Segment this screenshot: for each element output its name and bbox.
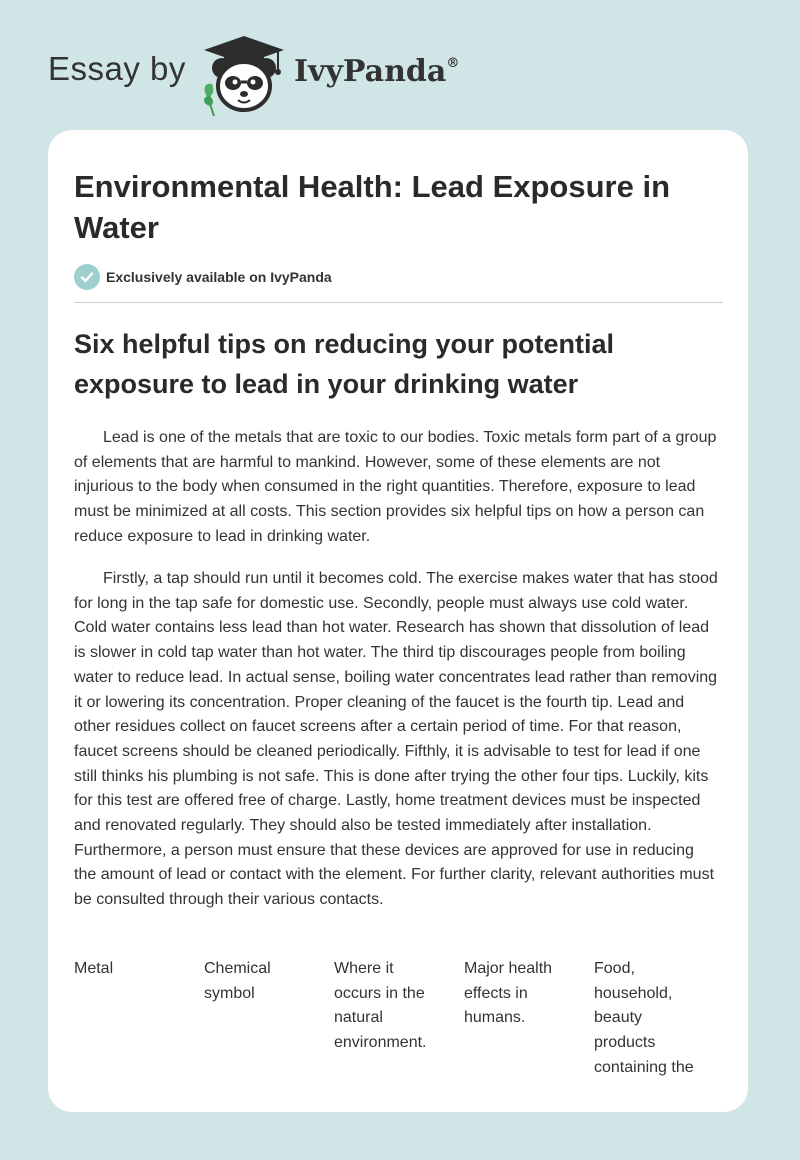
essay-by-label: Essay by [48, 50, 186, 87]
panda-logo-icon[interactable] [200, 34, 290, 118]
site-header [48, 28, 648, 118]
checkmark-icon [74, 264, 100, 290]
paragraph: Lead is one of the metals that are toxic to our bodies. Toxic metals form part of a group of elements that are harmful to mankind. However, some of these elements are not injurious to the body when consumed in the right quantities. Therefore, exposure to lead must be minimized at all costs. This section provides six helpful tips on how a person can reduce exposure to lead in drinking water. [74, 429, 717, 545]
exclusive-badge-label: Exclusively available on IvyPanda [106, 269, 332, 285]
table-header-cell: Major health effects in humans. [464, 960, 553, 1027]
table-header-cell: Where it occurs in the natural environment. [334, 960, 427, 1052]
table-header-cell: Chemical symbol [204, 960, 271, 1002]
exclusive-badge [74, 264, 332, 290]
paragraph: Firstly, a tap should run until it becomes cold. The exercise makes water that has stood for long in the tap safe for domestic use. Secondly, people must always use cold water. Cold water contains less lead than hot water. Research has shown that dissolution of lead is slower in cold tap water than hot water. The third tip discourages people from boiling water to reduce lead. In actual sense, boiling water concentrates lead rather than removing it or lowering its concentration. Proper cleaning of the faucet is the fourth tip. Lead and other residues collect on faucet screens after a certain period of time. For that reason, faucet screens should be cleaned periodically. Fifthly, it is advisable to test for lead if one still thinks his plumbing is not safe. This is done after trying the other four tips. Luckily, kits for this test are offered free of charge. Lastly, home treatment devices must be inspected and renovated regularly. They should also be tested immediately after installation. Furthermore, a person must ensure that these devices are approved for use in reducing the amount of lead or contact with the element. For further clarity, relevant authorities must be consulted through their various contacts. [74, 570, 718, 909]
table-header-cell: Food, household, beauty products containing the [594, 960, 694, 1076]
metals-table-header [74, 957, 724, 1081]
section-heading: Six helpful tips on reducing your potential exposure to lead in your drinking water [74, 329, 615, 399]
table-header-cell: Metal [74, 960, 114, 977]
essay-card [48, 130, 748, 1112]
essay-title: Environmental Health: Lead Exposure in Water [74, 169, 671, 245]
divider [74, 302, 723, 303]
brand-name[interactable]: IvyPanda® [294, 54, 460, 89]
